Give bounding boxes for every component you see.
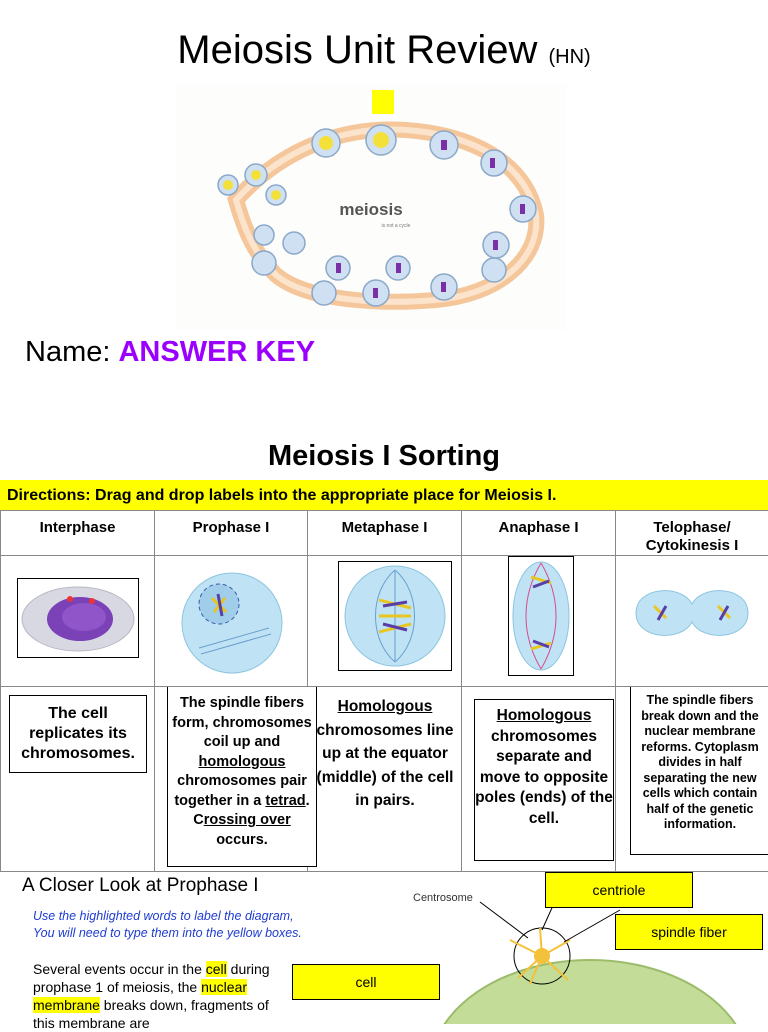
text-cell-prophase-1 [155, 687, 308, 872]
image-cell-interphase [1, 556, 155, 687]
label-instructions [33, 908, 302, 942]
header-prophase-1: Prophase I [155, 511, 308, 556]
prophase-crossing-over: rossing over [204, 812, 291, 828]
name-line [25, 336, 315, 369]
title-text: Meiosis Unit Review [177, 28, 537, 72]
metaphase-text: chromosomes line up at the equator (middle) of the cell in pairs. [317, 722, 454, 810]
header-anaphase-1: Anaphase I [462, 511, 616, 556]
directions-bar: Directions: Drag and drop labels into the appropriate place for Meiosis I. [0, 480, 768, 510]
image-cell-telophase-1 [616, 556, 768, 687]
centrosome-label: Centrosome [413, 892, 473, 904]
text-cell-interphase [1, 687, 155, 872]
page-title [0, 28, 768, 73]
events-text-2: during prophase 1 of meiosis, the [33, 961, 270, 995]
label-metaphase-1[interactable] [308, 695, 462, 813]
events-text-3: breaks down, fragments of this membrane are [33, 997, 269, 1031]
text-cell-telophase-1 [616, 687, 768, 872]
answer-key-value: ANSWER KEY [118, 336, 315, 368]
label-box-telophase-1[interactable]: The spindle fibers break down and the nuclear membrane reforms. Cytoplasm divides in half separating the new cells which contain half of the genetic information. [630, 687, 768, 855]
meiosis-cycle-diagram [176, 85, 566, 330]
sorting-title: Meiosis I Sorting [0, 440, 768, 473]
spindle-fiber-label-box[interactable]: spindle fiber [615, 914, 763, 950]
image-cell-anaphase-1 [462, 556, 616, 687]
events-paragraph [33, 960, 273, 1032]
prophase-text-4: occurs. [216, 832, 268, 848]
prophase-text-1: The spindle fibers form, chromosomes coil up and [172, 695, 311, 750]
anaphase-homologous: Homologous [497, 707, 592, 724]
interphase-cell-image [18, 579, 138, 657]
interphase-image-frame [17, 578, 139, 658]
header-metaphase-1: Metaphase I [308, 511, 462, 556]
closer-look-title: A Closer Look at Prophase I [22, 875, 259, 897]
anaphase-image-frame [508, 556, 574, 676]
label-box-prophase-1[interactable] [167, 687, 317, 867]
diagram-center-sublabel: is not a cycle [382, 223, 411, 229]
instructions-line-2: You will need to type them into the yellow boxes. [33, 925, 302, 942]
text-cell-anaphase-1 [462, 687, 616, 872]
metaphase-1-cell-image [339, 562, 451, 670]
prophase-text-2: chromosomes pair together in a [174, 773, 307, 809]
events-nuclear-membrane-highlight: nuclear membrane [33, 979, 247, 1013]
name-label: Name: [25, 336, 110, 368]
header-interphase: Interphase [1, 511, 155, 556]
header-telophase-cytokinesis: Telophase/ Cytokinesis I [616, 511, 768, 556]
image-cell-metaphase-1 [308, 556, 462, 687]
prophase-text-3: . C [193, 793, 309, 829]
metaphase-homologous: Homologous [338, 698, 433, 715]
prophase-1-cell-image [179, 568, 285, 678]
metaphase-image-frame [338, 561, 452, 671]
image-cell-prophase-1 [155, 556, 308, 687]
label-box-anaphase-1[interactable] [474, 699, 614, 861]
events-cell-highlight: cell [206, 961, 227, 977]
label-box-interphase[interactable]: The cell replicates its chromosomes. [9, 695, 147, 773]
events-text-1: Several events occur in the [33, 961, 206, 977]
centriole-label-box[interactable]: centriole [545, 872, 693, 908]
instructions-line-1: Use the highlighted words to label the diagram, [33, 908, 302, 925]
cell-label-box[interactable]: cell [292, 964, 440, 1000]
diagram-center-label: meiosis [339, 200, 402, 219]
anaphase-text: chromosomes separate and move to opposite poles (ends) of the cell. [475, 728, 613, 827]
telophase-1-cell-image [632, 576, 752, 650]
prophase-homologous: homologous [199, 754, 286, 770]
anaphase-1-cell-image [509, 557, 573, 675]
title-suffix: (HN) [549, 46, 591, 68]
prophase-tetrad: tetrad [265, 793, 305, 809]
text-cell-metaphase-1 [308, 687, 462, 872]
sorting-table [0, 510, 768, 872]
